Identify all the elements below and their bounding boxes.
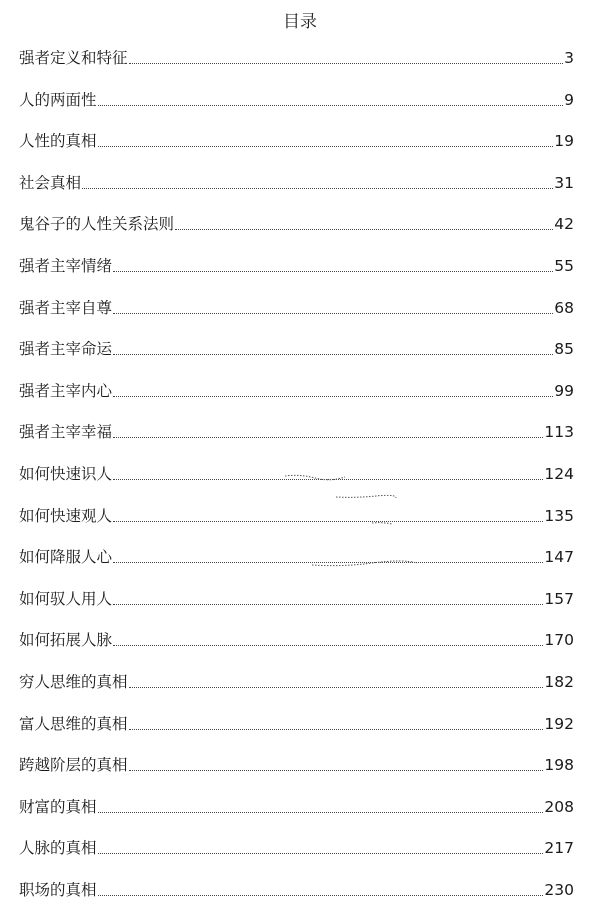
dot-leader [82,169,553,189]
toc-entry[interactable] [19,585,574,627]
toc-entry[interactable] [19,210,574,252]
toc-entry-title: 跨越阶层的真相 [19,756,128,775]
dot-leader [129,751,544,771]
dot-leader [113,377,553,397]
toc-entry-title: 强者主宰命运 [19,340,113,359]
dot-leader [113,585,543,605]
toc-entry-page-number: 230 [544,880,574,899]
toc-entry-page-number: 198 [544,756,574,775]
toc-entry[interactable] [19,252,574,294]
toc-entry-page-number: 42 [554,215,574,234]
dot-leader [129,44,564,64]
dot-leader [175,210,553,230]
toc-entry-page-number: 147 [544,548,574,567]
dot-leader [113,252,553,272]
toc-entry-page-number: 113 [544,423,574,442]
toc-entry[interactable] [19,626,574,668]
toc-entry-page-number: 170 [544,631,574,650]
dot-leader [113,626,543,646]
toc-entry-title: 职场的真相 [19,880,97,899]
toc-entry-page-number: 182 [544,672,574,691]
dot-leader [113,335,553,355]
toc-entry-page-number: 9 [564,90,574,109]
toc-entry[interactable] [19,751,574,793]
toc-entry-title: 如何拓展人脉 [19,631,113,650]
toc-entry[interactable] [19,710,574,752]
toc-entry-page-number: 3 [564,49,574,67]
toc-entry[interactable] [19,460,574,502]
toc-entry-page-number: 208 [544,797,574,816]
toc-entry[interactable] [19,793,574,835]
dot-leader [98,793,544,813]
toc-entry-page-number: 135 [544,506,574,525]
toc-entry-title: 人脉的真相 [19,839,97,858]
toc-entry-page-number: 124 [544,464,574,483]
toc-entry-title: 强者主宰幸福 [19,423,113,442]
toc-entry[interactable] [19,502,574,544]
dot-leader [98,834,544,854]
toc-entry-page-number: 68 [554,298,574,317]
toc-entry[interactable] [19,44,574,86]
dot-leader [113,502,543,522]
dot-leader [98,86,564,106]
toc-entry-title: 如何降服人心 [19,548,113,567]
toc-entry-title: 财富的真相 [19,797,97,816]
toc-entry[interactable] [19,127,574,169]
toc-entry-title: 强者主宰自尊 [19,298,113,317]
toc-entry-title: 社会真相 [19,173,82,192]
toc-entry-title: 鬼谷子的人性关系法则 [19,215,175,234]
dot-leader [113,543,543,563]
toc-entry[interactable] [19,169,574,211]
toc-entry-title: 穷人思维的真相 [19,672,128,691]
toc-entry-title: 强者主宰情绪 [19,256,113,275]
toc-entry[interactable] [19,668,574,710]
toc-entry-page-number: 19 [554,132,574,151]
toc-entry-title: 如何驭人用人 [19,589,113,608]
toc-entry-page-number: 157 [544,589,574,608]
toc-entry-title: 人的两面性 [19,90,97,109]
toc-entry[interactable] [19,294,574,336]
toc-entry[interactable] [19,335,574,377]
dot-leader [129,668,544,688]
toc-entry-title: 强者主宰内心 [19,381,113,400]
dot-leader [113,418,543,438]
toc-entry[interactable] [19,418,574,460]
dot-leader [129,710,544,730]
toc-entry[interactable] [19,377,574,419]
dot-leader [113,294,553,314]
dot-leader [98,127,554,147]
toc-entry-title: 如何快速观人 [19,506,113,525]
toc-entry-page-number: 99 [554,381,574,400]
toc-entry-page-number: 192 [544,714,574,733]
toc-entry[interactable] [19,834,574,876]
page-title: 目录 [283,12,317,32]
toc-entry[interactable] [19,543,574,585]
toc-entry[interactable] [19,876,574,917]
toc-entry-title: 如何快速识人 [19,464,113,483]
table-of-contents [19,44,574,917]
toc-entry-title: 富人思维的真相 [19,714,128,733]
toc-entry-title: 强者定义和特征 [19,49,128,67]
toc-entry-page-number: 55 [554,256,574,275]
toc-entry-page-number: 31 [554,173,574,192]
toc-entry-page-number: 85 [554,340,574,359]
dot-leader [98,876,544,896]
toc-entry-title: 人性的真相 [19,132,97,151]
toc-entry-page-number: 217 [544,839,574,858]
dot-leader [113,460,543,480]
toc-entry[interactable] [19,86,574,128]
